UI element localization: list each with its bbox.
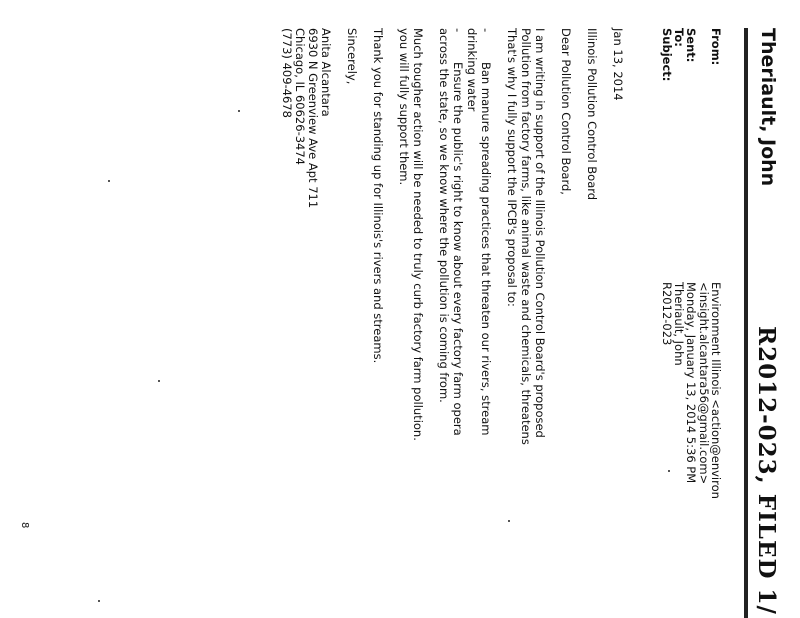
scan-speck [238,110,240,112]
para1-line3: That's why I fully support the IPCB's proposal to: [505,28,519,307]
header-rule [744,28,748,618]
page-number: 8 [19,522,30,529]
sent-label: Sent: [684,28,698,63]
para1-line2: Pollution from factory farms, like animal waste and chemicals, threatens [519,28,533,445]
subject-value: R2012-023 [660,282,674,346]
from-value: Environment Illinois <action@environ [709,282,723,499]
para1-line1: I am writing in support of the Illinois Pollution Control Board's proposed [533,28,547,438]
signature-phone: (773) 409-4678 [280,28,294,118]
sent-row [684,28,698,62]
bullet-dash-1: - [479,28,493,33]
to-label: To: [672,28,686,47]
scan-speck [98,600,100,602]
bullet2-line2: across the state, so we know where the pollution is coming from. [437,28,451,403]
scan-speck [158,380,160,382]
to-row [672,28,686,47]
thanks-line: Thank you for standing up for Illinois's rivers and streams. [371,28,385,364]
filing-stamp: R2012-023, FILED 1/ [753,326,780,615]
sent-value: Monday, January 13, 2014 5:36 PM [684,282,698,484]
subject-label: Subject: [660,28,674,82]
letter-salutation: Dear Pollution Control Board, [559,28,573,195]
signature-address: 6930 N Greenview Ave Apt 711 [306,28,320,209]
para2-line2: you will fully support them. [397,28,411,186]
sender-name: Theriault, John [757,28,779,187]
signature-name: Anita Alcantara [319,28,333,117]
para2-line1: Much tougher action will be needed to truly curb factory farm pollution. [411,28,425,441]
subject-row [660,28,674,81]
letter-date: Jan 13, 2014 [611,28,625,101]
signature-city: Chicago, IL 60626-3474 [293,28,307,165]
to-value: Theriault, John [672,282,686,366]
closing: Sincerely, [345,28,359,85]
scan-speck [508,520,510,522]
bullet1-line2: drinking water [465,28,479,112]
bullet-dash-2: - [451,28,465,33]
from-label: From: [709,28,723,66]
from-row [709,28,723,65]
bullet2-line1: Ensure the public's right to know about every factory farm opera [451,62,465,436]
letter-recipient: Illinois Pollution Control Board [585,28,599,201]
scan-speck [108,180,110,182]
scan-speck [668,470,670,472]
bullet1-line1: Ban manure spreading practices that threaten our rivers, stream [479,62,493,436]
from-value-email: <insight.alcantara56@gmail.com> [697,282,711,485]
